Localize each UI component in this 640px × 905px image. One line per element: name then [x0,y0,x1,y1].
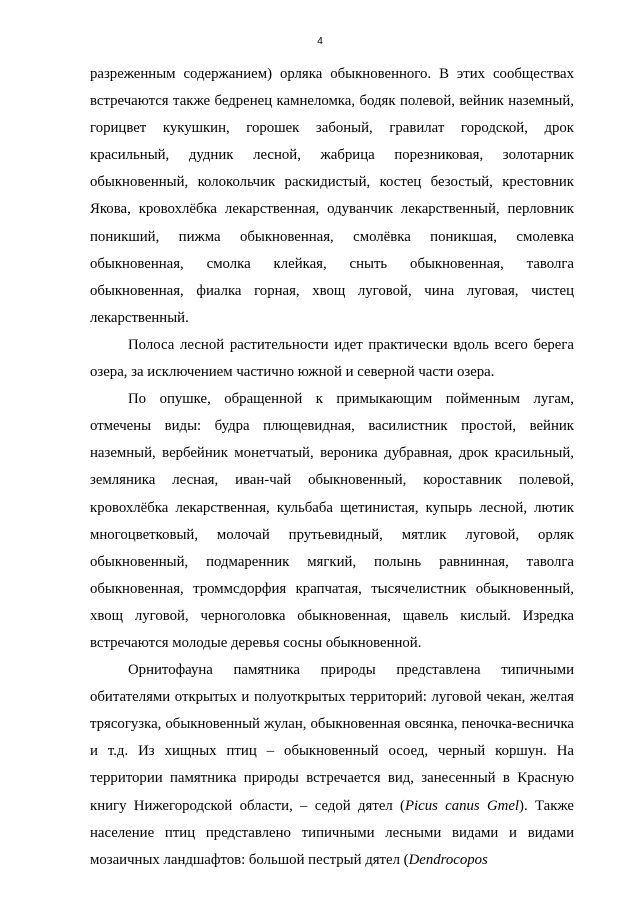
paragraph-forest-edge [90,386,574,657]
paragraph-forest-strip [90,332,574,386]
latin-species-name: Dendrocopos [408,851,488,868]
paragraph-plant-list [90,61,574,332]
document-body [90,61,574,874]
paragraph-text: Орнитофауна памятника природы представлена типичными обитателями открытых и полуоткрытых территорий: луговой чекан, желтая трясогузка, обыкновенный жулан, обыкновенная овсянка, пеночка-весничка и т.д. Из хищных птиц – обыкновенный осоед, черный коршун. На территории памятника природы встречается вид, занесенный в Красную книгу Нижегородской области, – седой дятел ( [90,662,574,814]
paragraph-text: По опушке, обращенной к примыкающим пойменным лугам, отмечены виды: будра плющевидная, василистник простой, вейник наземный, вербейник монетчатый, вероника дубравная, дрок красильный, земляника лесная, иван-чай обыкновенный, короставник полевой, кровохлёбка лекарственная, кульбаба щетинистая, купырь лесной, лютик многоцветковый, молочай прутьевидный, мятлик луговой, орляк обыкновенный, подмаренник мягкий, полынь равнинная, таволга обыкновенная, троммсдорфия крапчатая, тысячелистник обыкновенный, хвощ луговой, черноголовка обыкновенная, щавель кислый. Изредка встречаются молодые деревья сосны обыкновенной. [90,391,574,651]
paragraph-avifauna [90,657,574,874]
paragraph-text: ). Также население птиц представлено типичными лесными видами и видами мозаичных ландшафтов: большой пестрый дятел ( [90,797,574,868]
paragraph-text: Полоса лесной растительности идет практически вдоль всего берега озера, за исключением частично южной и северной части озера. [90,336,574,381]
page-number: 4 [317,36,323,47]
latin-species-name: Picus canus Gmel [405,797,520,814]
paragraph-text: разреженным содержанием) орляка обыкновенного. В этих сообществах встречаются также бедренец камнеломка, бодяк полевой, вейник наземный, горицвет кукушкин, горошек забоный, гравилат городской, дрок красильный, дудник лесной, жабрица порезниковая, золотарник обыкновенный, колокольчик раскидистый, костец безостый, крестовник Якова, кровохлёбка лекарственная, одуванчик лекарственный, перловник поникший, пижма обыкновенная, смолёвка поникшая, смолевка обыкновенная, смолка клейкая, сныть обыкновенная, таволга обыкновенная, фиалка горная, хвощ луговой, чина луговая, чистец лекарственный. [90,66,574,326]
